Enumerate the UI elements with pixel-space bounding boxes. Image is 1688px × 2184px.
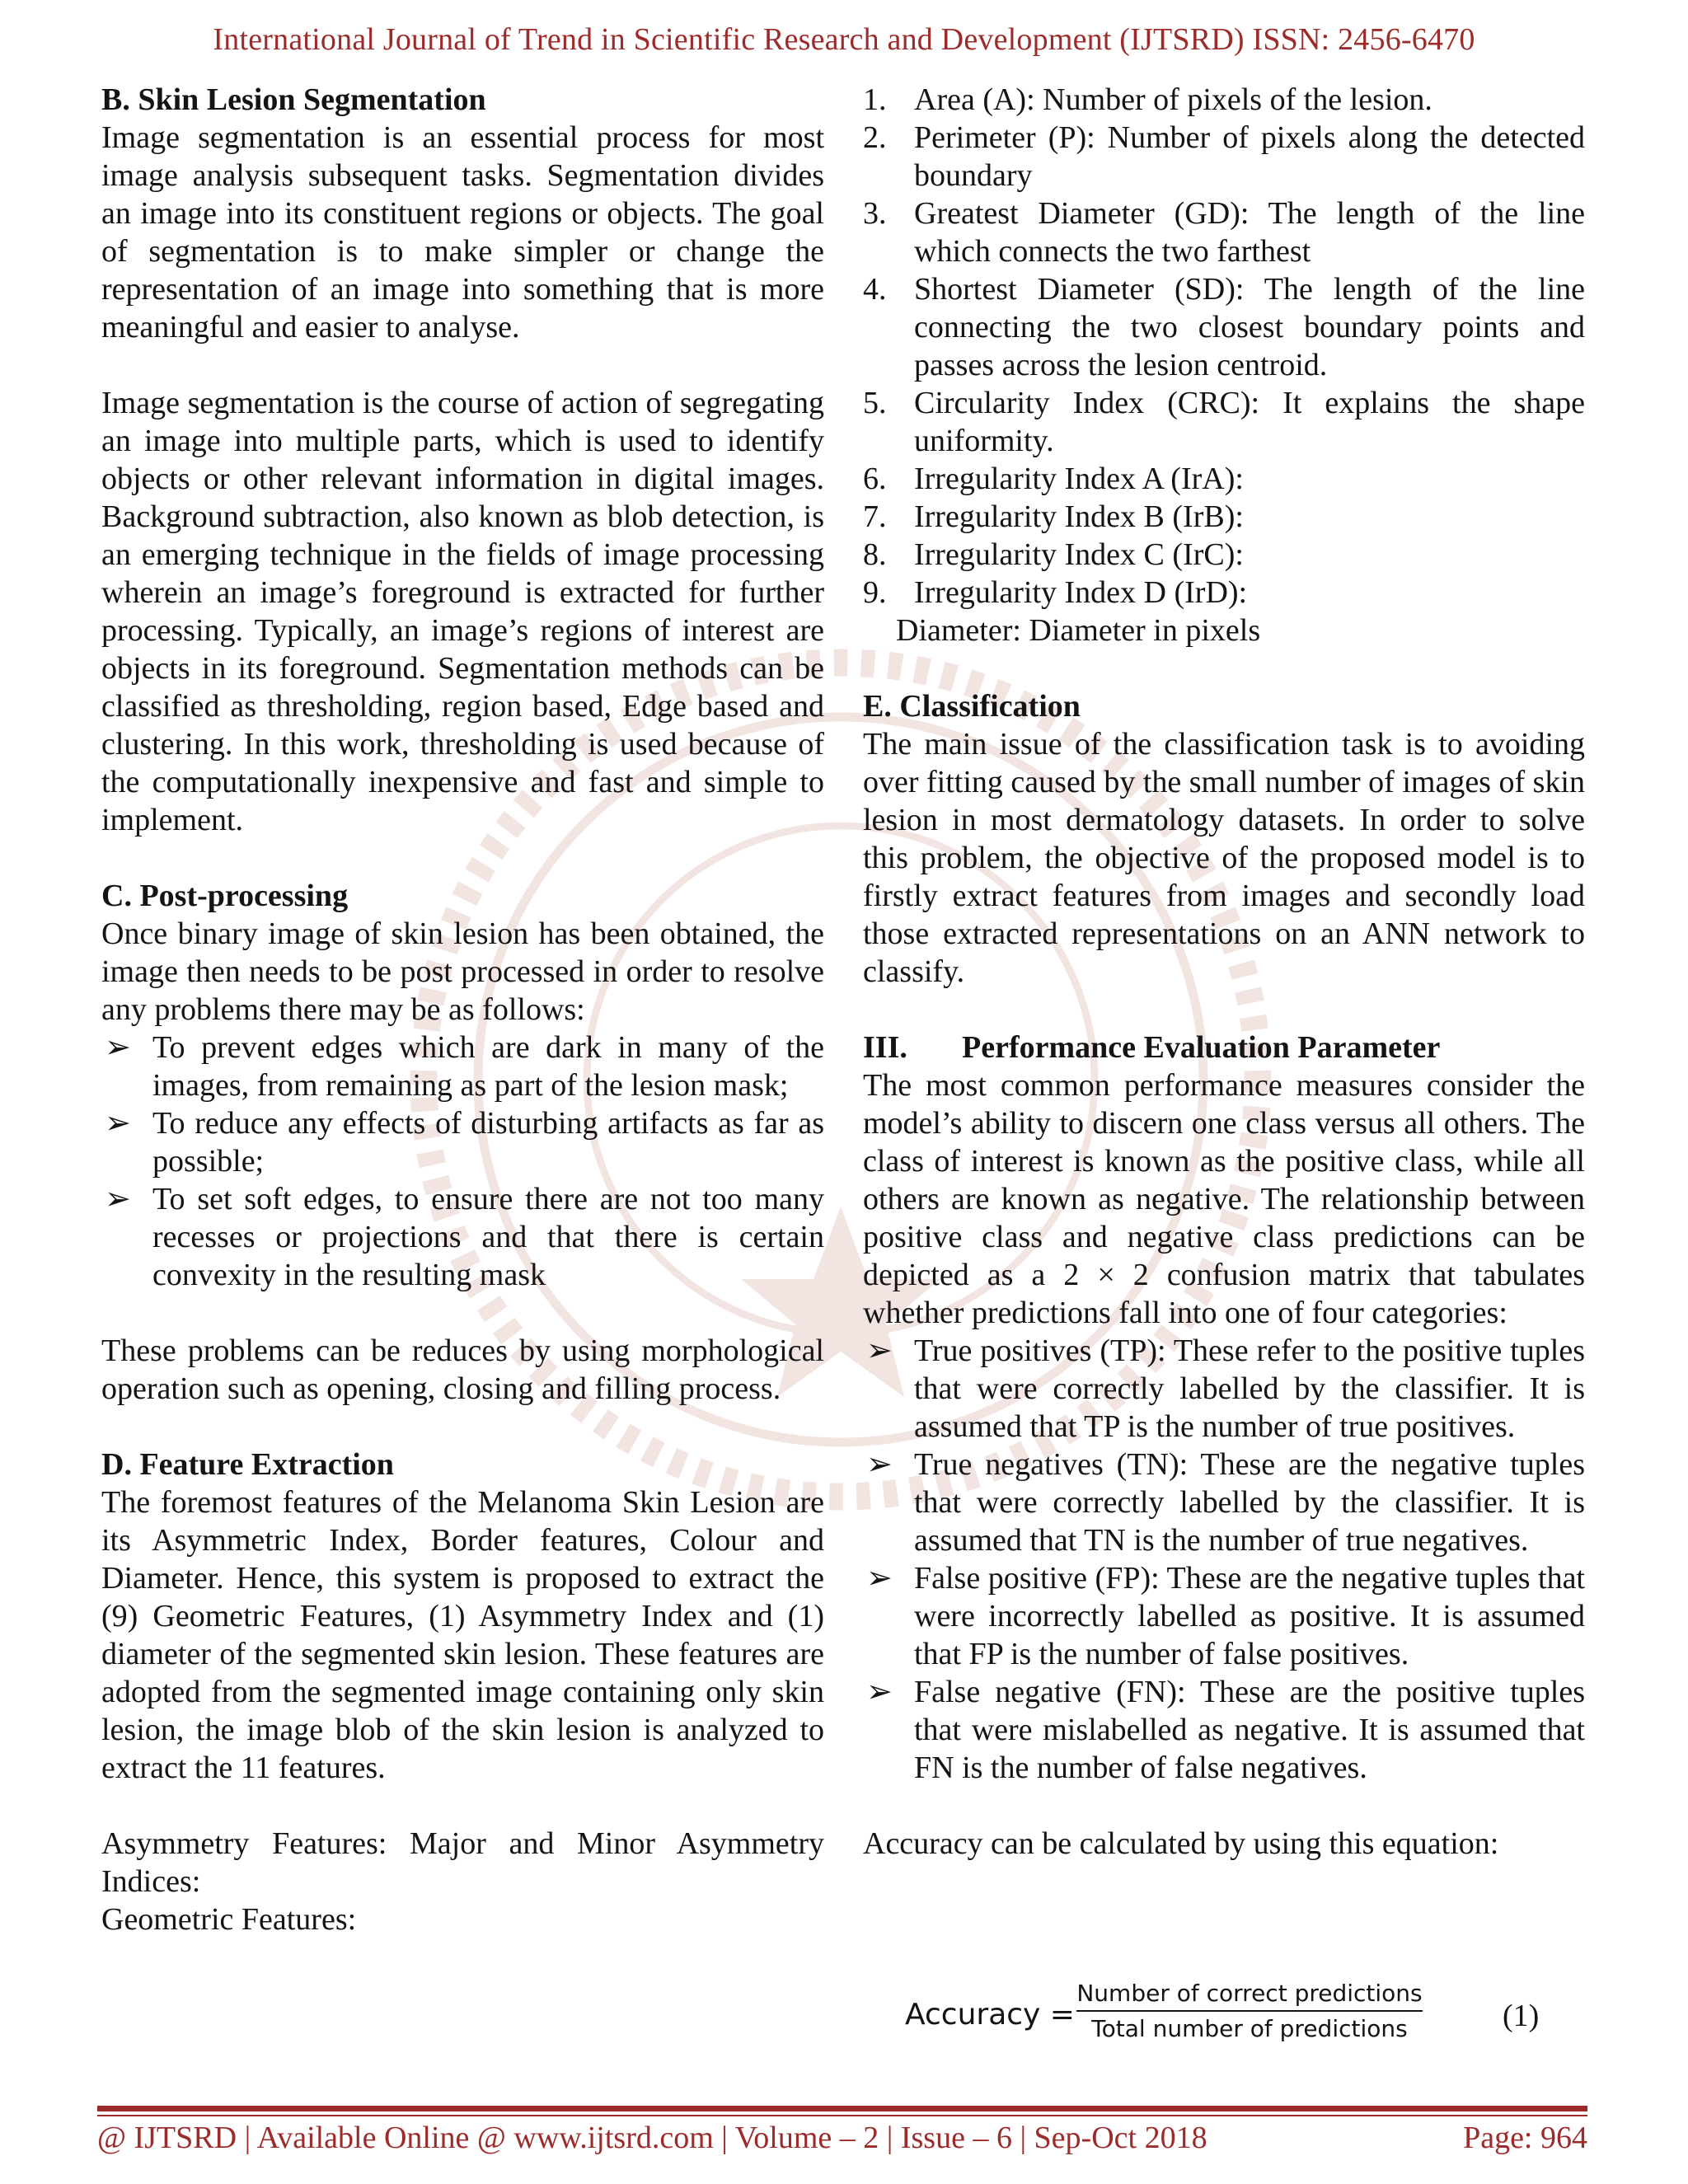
arrow-bullet-icon: ➢ [105,1106,131,1141]
list-item: 4. Shortest Diameter (SD): The length of the line connecting the two closest boundary points and passes across the lesion centroid. [863,272,1585,382]
paragraph: These problems can be reduces by using morphological operation such as opening, closing and filling process. [101,1333,824,1406]
list-item: 9. Irregularity Index D (IrD): [863,575,1248,610]
paragraph: Image segmentation is an essential process for most image analysis subsequent tasks. Segmentation divides an image into its constituent regions or objects. The goal of segmentation is to make simpler or change the representation of an image into something that is more meaningful and easier to analyse. [101,120,824,344]
list-item: 7. Irregularity Index B (IrB): [863,499,1244,534]
list-item: 1. Area (A): Number of pixels of the lesion. [863,82,1432,117]
paragraph: The main issue of the classification task is to avoiding over fitting caused by the small number of images of skin lesion in most dermatology datasets. In order to solve this problem, the objective of the proposed model is to firstly extract features from images and secondly load those extracted representations on an ANN network to classify. [863,727,1585,989]
left-column [101,81,824,1938]
list-item: ➢ To set soft edges, to ensure there are not too many recesses or projections and that there is certain convexity in the resulting mask [105,1182,824,1292]
paragraph: Accuracy can be calculated by using this equation: [863,1826,1499,1861]
section-heading-segmentation: B. Skin Lesion Segmentation [101,82,486,117]
equation-lhs: Accuracy = [905,1998,1075,2032]
post-processing-list [101,1029,824,1294]
footer-divider [97,2106,1587,2111]
section-heading-performance: III. Performance Evaluation Parameter [863,1030,1441,1065]
confusion-matrix-list [863,1332,1585,1787]
equation-number: (1) [1503,1999,1540,2033]
arrow-bullet-icon: ➢ [866,1333,893,1368]
equation-denominator: Total number of predictions [1091,2015,1408,2042]
geometric-features-list [863,81,1585,612]
list-item: ➢ True positives (TP): These refer to the positive tuples that were correctly labelled by the classifier. It is assumed that TP is the number of true positives. [866,1333,1585,1444]
paragraph: The most common performance measures consider the model’s ability to discern one class versus all others. The class of interest is known as the positive class, while all others are known as negative. The relationship between positive class and negative class predictions can be depicted as a 2 × 2 confusion matrix that tabulates whether predictions fall into one of four categories: [863,1068,1585,1330]
diameter-note: Diameter: Diameter in pixels [896,613,1261,648]
arrow-bullet-icon: ➢ [105,1030,131,1065]
list-item: 5. Circularity Index (CRC): It explains the shape uniformity. [863,386,1585,458]
list-item: ➢ To reduce any effects of disturbing artifacts as far as possible; [105,1106,824,1179]
page-footer [97,2120,1587,2156]
equation-fraction [1076,1980,1423,2042]
section-heading-post-processing: C. Post-processing [101,879,349,913]
paragraph: Asymmetry Features: Major and Minor Asymmetry Indices: [101,1826,824,1899]
list-item: 3. Greatest Diameter (GD): The length of the line which connects the two farthest [863,196,1585,269]
paragraph: Image segmentation is the course of action of segregating an image into multiple parts, which is used to identify objects or other relevant information in digital images. Background subtraction, also known as blob detection, is an emerging technique in the fields of image processing wherein an image’s foreground is extracted for further processing. Typically, an image’s regions of interest are objects in its foreground. Segmentation methods can be classified as thresholding, region based, Edge based and clustering. In this work, thresholding is used because of the computationally inexpensive and fast and simple to implement. [101,386,824,837]
paragraph: The foremost features of the Melanoma Skin Lesion are its Asymmetric Index, Border features, Colour and Diameter. Hence, this system is proposed to extract the (9) Geometric Features, (1) Asymmetry Index and (1) diameter of the segmented skin lesion. These features are adopted from the segmented image containing only skin lesion, the image blob of the skin lesion is analyzed to extract the 11 features. [101,1485,824,1785]
footer-divider-thin [97,2115,1587,2116]
accuracy-equation [905,1980,1548,2054]
arrow-bullet-icon: ➢ [866,1447,893,1482]
section-heading-feature-extraction: D. Feature Extraction [101,1447,394,1482]
section-heading-classification: E. Classification [863,689,1081,724]
list-item: 6. Irregularity Index A (IrA): [863,462,1244,496]
journal-header: International Journal of Trend in Scientific Research and Development (IJTSRD) ISSN: 2456-6470 [213,22,1475,57]
arrow-bullet-icon: ➢ [866,1675,893,1709]
paragraph: Geometric Features: [101,1902,357,1937]
list-item: ➢ To prevent edges which are dark in many of the images, from remaining as part of the lesion mask; [105,1030,824,1103]
arrow-bullet-icon: ➢ [105,1182,131,1216]
equation-numerator: Number of correct predictions [1076,1980,1423,2012]
list-item: ➢ False negative (FN): These are the positive tuples that were mislabelled as negative. It is assumed that FN is the number of false negatives. [866,1675,1585,1785]
list-item: ➢ True negatives (TN): These are the negative tuples that were correctly labelled by the classifier. It is assumed that TN is the number of true negatives. [866,1447,1585,1558]
right-column [863,81,1585,1863]
arrow-bullet-icon: ➢ [866,1561,893,1596]
page-number: Page: 964 [1463,2121,1587,2155]
list-item: 2. Perimeter (P): Number of pixels along the detected boundary [863,120,1585,193]
list-item: 8. Irregularity Index C (IrC): [863,537,1244,572]
paragraph: Once binary image of skin lesion has been obtained, the image then needs to be post processed in order to resolve any problems there may be as follows: [101,916,824,1027]
footer-text: @ IJTSRD | Available Online @ www.ijtsrd.com | Volume – 2 | Issue – 6 | Sep-Oct 2018 [97,2121,1207,2155]
list-item: ➢ False positive (FP): These are the negative tuples that were incorrectly labelled as positive. It is assumed that FP is the number of false positives. [866,1561,1585,1671]
